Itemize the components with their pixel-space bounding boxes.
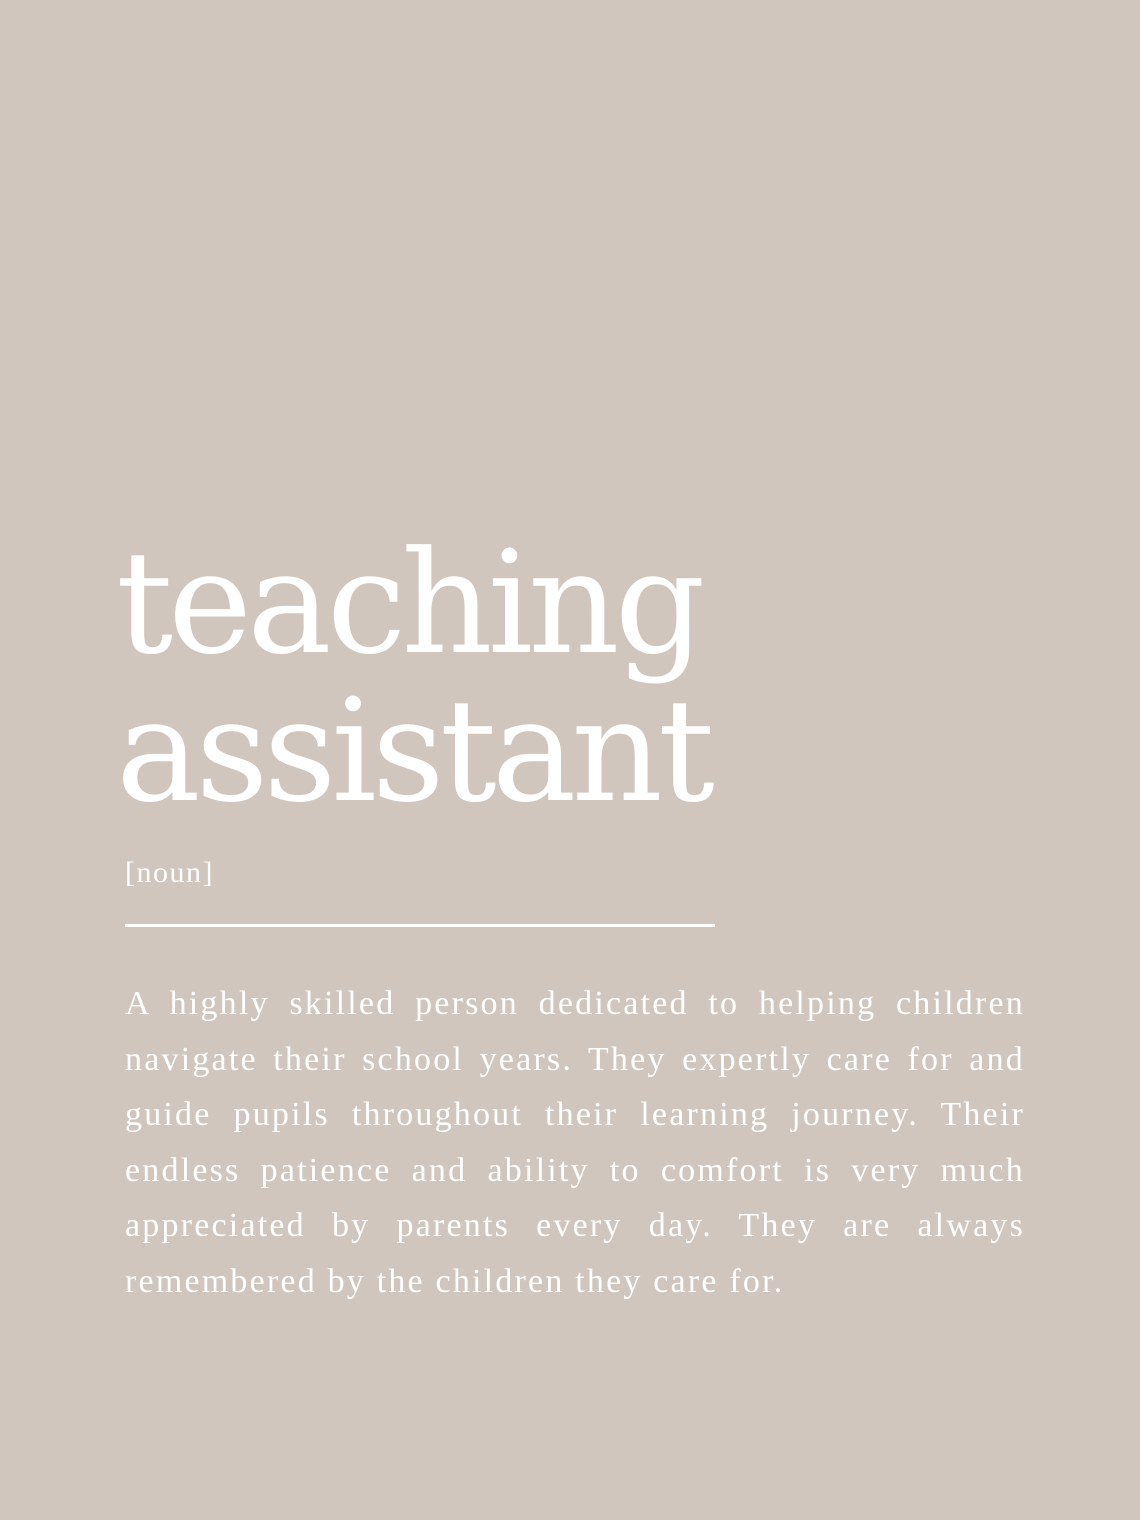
part-of-speech: [noun] bbox=[125, 856, 214, 889]
headword-line-2: assistant bbox=[116, 669, 710, 834]
headword-line-1: teaching bbox=[116, 521, 701, 686]
headword bbox=[116, 521, 816, 834]
divider-line bbox=[125, 924, 715, 927]
definition-text: A highly skilled person dedicated to helping children navigate their school years. They expertly care for and guide pupils throughout their learning journey. Their endless patience and ability to comfort is very much appreciated by parents every day. They are always remembered by the children they care for. bbox=[125, 985, 1025, 1300]
